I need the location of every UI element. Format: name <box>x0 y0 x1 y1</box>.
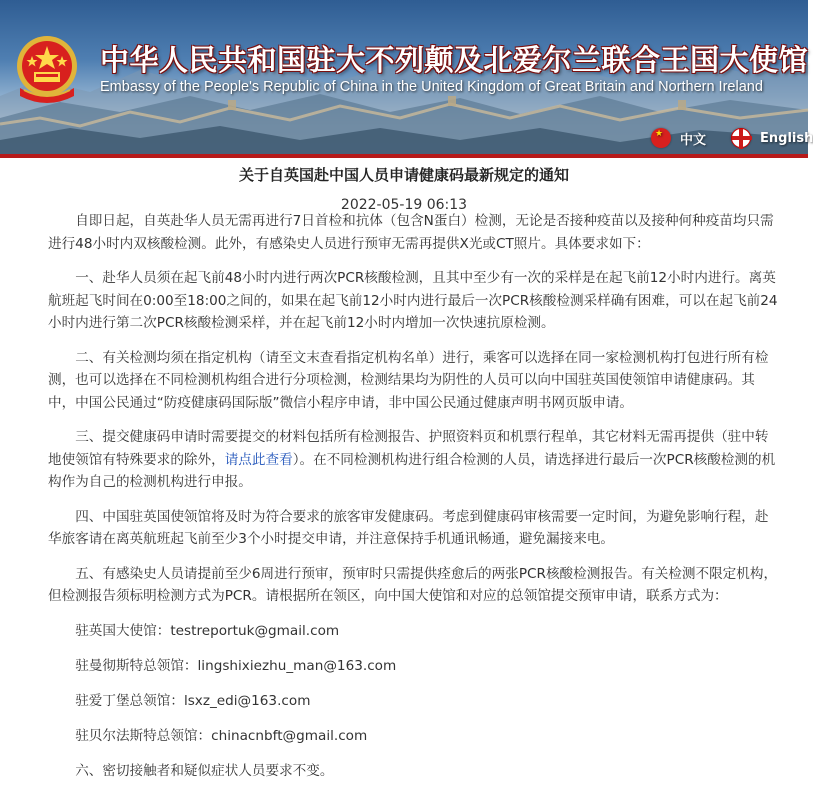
header-banner <box>0 0 813 158</box>
paragraph-3-text-before: 三、提交健康码申请时需要提交的材料包括所有检测报告、护照资料页和机票行程单，其它材料无需再提供（驻中转地使领馆有特殊要求的除外， <box>48 429 769 468</box>
embassy-title-chinese: 中华人民共和国驻大不列颠及北爱尔兰联合王国大使馆 <box>100 43 809 77</box>
contact-label: 驻曼彻斯特总领馆： <box>75 657 198 674</box>
paragraph-1: 一、赴华人员须在起飞前48小时内进行两次PCR核酸检测，且其中至少有一次的采样是在起飞前12小时内进行。离英航班起飞时间在0:00至18:00之间的，如果在起飞前12小时内进行最后一次PCR核酸检测采样确有困难，可以在起飞前24小时内进行第二次PCR核酸检测采样，并在起飞前12小时内增加一次快速抗原检测。 <box>48 270 778 331</box>
embassy-title-english: Embassy of the People's Republic of China in the United Kingdom of Great Britain and Northern Ireland <box>100 79 763 95</box>
paragraph-intro: 自即日起，自英赴华人员无需再进行7日首检和抗体（包含N蛋白）检测，无论是否接种疫苗以及接种何种疫苗均只需进行48小时内双核酸检测。此外，有感染史人员进行预审无需再提供X光或CT照片。具体要求如下： <box>48 213 774 252</box>
paragraph-3 <box>48 426 778 494</box>
contact-email[interactable]: lsxz_edi@163.com <box>183 692 311 709</box>
paragraph-3-text-after: ）。在不同检测机构进行组合检测的人员，请选择进行最后一次PCR核酸检测的机构作为自己的检测机构进行申报。 <box>48 451 776 490</box>
paragraph-4: 四、中国驻英国使领馆将及时为符合要求的旅客审发健康码。考虑到健康码审核需要一定时间，为避免影响行程，赴华旅客请在离英航班起飞前至少3个小时提交申请，并注意保持手机通讯畅通，避免漏接来电。 <box>48 508 769 547</box>
china-flag-icon <box>651 128 671 148</box>
language-chinese-link[interactable] <box>651 127 706 149</box>
england-flag-icon <box>731 128 751 148</box>
language-chinese-label: 中文 <box>680 132 707 148</box>
contact-embassy-london <box>48 620 778 643</box>
paragraph-2: 二、有关检测均须在指定机构（请至文末查看指定机构名单）进行，乘客可以选择在同一家检测机构打包进行所有检测，也可以选择在不同检测机构组合进行分项检测，检测结果均为阴性的人员可以向中国驻英国使领馆申请健康码。其中，中国公民通过“防疫健康码国际版”微信小程序申请，非中国公民通过健康声明书网页版申请。 <box>48 349 769 411</box>
contact-label: 驻爱丁堡总领馆： <box>75 692 184 709</box>
article-body <box>48 210 778 794</box>
contact-email[interactable]: testreportuk@gmail.com <box>170 622 340 639</box>
contact-email[interactable]: lingshixiezhu_man@163.com <box>197 657 397 674</box>
language-english-link[interactable] <box>731 127 813 149</box>
article-title: 关于自英国赴中国人员申请健康码最新规定的通知 <box>238 166 569 184</box>
contact-consulate-manchester <box>48 655 778 678</box>
paragraph-6: 六、密切接触者和疑似症状人员要求不变。 <box>75 762 334 779</box>
view-transit-requirements-link[interactable]: 请点此查看 <box>224 451 293 468</box>
paragraph-5: 五、有感染史人员请提前至少6周进行预审，预审时只需提供痊愈后的两张PCR核酸检测报告。有关检测不限定机构，但检测报告须标明检测方式为PCR。请根据所在领区，向中国大使馆和对应的总领馆提交预审申请，联系方式为： <box>48 565 778 604</box>
national-emblem-icon <box>12 32 82 108</box>
article <box>0 158 808 215</box>
article-date: 2022-05-19 06:13 <box>340 197 468 213</box>
contact-label: 驻英国大使馆： <box>75 622 171 639</box>
contact-consulate-edinburgh <box>48 690 778 713</box>
contact-email[interactable]: chinacnbft@gmail.com <box>211 727 368 744</box>
contact-label: 驻贝尔法斯特总领馆： <box>75 727 212 744</box>
contact-consulate-belfast <box>48 725 778 748</box>
language-english-label: English <box>760 130 813 146</box>
